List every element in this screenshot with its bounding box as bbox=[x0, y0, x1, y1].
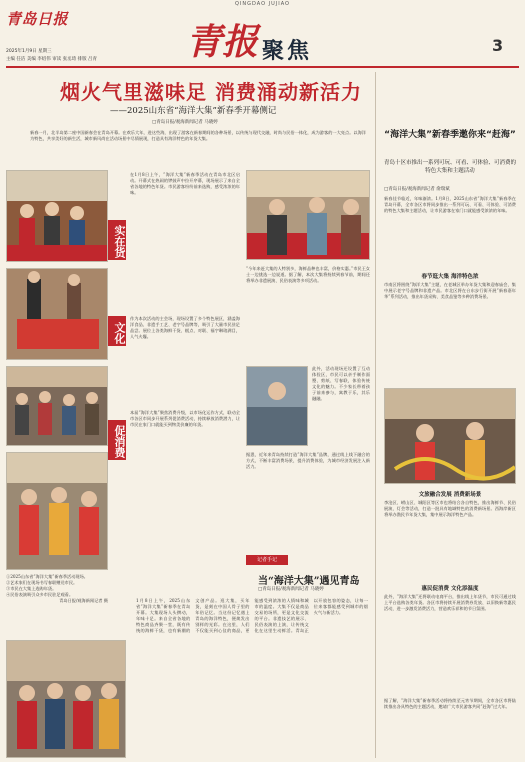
main-body-col4: “今年来赶大集的人特别多，海鲜品种也丰富，价格实惠。”市民王女士一边挑选一边说道。据了解，本次大集将持续到春节前，期间还将举办非遗展演、民俗表演等多项活动。 bbox=[246, 266, 370, 283]
header-divider bbox=[6, 66, 519, 68]
right-column-headline: “海洋大集”新春季邀你来“赶海” bbox=[384, 130, 516, 140]
photo-dragon-dance bbox=[384, 388, 516, 484]
tag-wenhua: 文化 bbox=[108, 316, 126, 346]
photo-opening-ceremony bbox=[6, 170, 108, 262]
tag-shizaihuo: 实在货 bbox=[108, 220, 126, 260]
photo-captions bbox=[6, 574, 108, 634]
caption-2: ②艺术家们在现场书写春联赠送市民。 bbox=[6, 580, 78, 585]
side-article-headline: 当“海洋大集”遇见青岛 bbox=[258, 576, 360, 587]
main-body-col6: 据悉，近年来青岛持续打造“海洋大集”品牌，通过线上线下融合的方式，不断丰富消费场景，提升消费体验，为城市经济发展注入新活力。 bbox=[246, 452, 370, 469]
main-byline: □青岛日报/观海新闻记者 马晓婷 bbox=[152, 120, 218, 125]
side-article-byline: □青岛日报/观海新闻记者 马晓婷 bbox=[258, 587, 324, 592]
tag-cuxiaofei: 促消费 bbox=[108, 420, 126, 460]
section-title: 聚焦 bbox=[262, 39, 313, 64]
main-body-col5: 此外，活动现场还设置了互动体验区，市民可以亲手制作面塑、剪纸、写春联，体验传统文化的魅力。不少家长带着孩子前来参与，寓教于乐，其乐融融。 bbox=[312, 366, 370, 401]
right-column-body-1: 新春佳节临近，年味渐浓。1月8日，2025山东省“海洋大集”新春季在青岛开幕，全市各区市将同步推出一系列可玩、可看、可体验、可消费的特色大集和主题活动，让市民游客在家门口就能感受浓浓的年味。 bbox=[384, 196, 516, 213]
right-column-section-3: 惠民促消费 文化添温度 bbox=[421, 586, 479, 592]
right-column-body-3: 李沧区、崂山区、城阳区等区市也将结合各自特色，推出海鲜节、民俗展演、灯会等活动，打造一批具有地域特色的消费新场景。西海岸新区将举办渔民节年货大集，集中展示海洋特色产品。 bbox=[384, 500, 516, 517]
page-number: 3 bbox=[492, 36, 504, 55]
right-column-body-5: 据了解，“海洋大集”新春季活动将持续至元宵节期间，全市各区市将陆续推出各具特色的主题活动，邀请广大市民游客共同“赶海”过大年。 bbox=[384, 698, 516, 709]
photo-market-crowd bbox=[6, 366, 108, 446]
side-article-tag: 记者手记 bbox=[246, 555, 288, 565]
date-line: 2025年1月9日 星期三 bbox=[6, 49, 52, 54]
right-column-section-2: 文旅融合发展 消费新场景 bbox=[418, 492, 482, 498]
main-body-col1: 在1月8日上午，“海洋大集”新春季活动在青岛市北区启动。开幕式在热闹的锣鼓声中拉开序幕，现场展示了来自全省各地的特色年货。市民游客纷纷前来选购，感受浓浓的年味。 bbox=[130, 172, 240, 195]
right-column-body-2: 市南区将围绕“海洋大集”主题，在老城区举办年货大集和迎春庙会，集中展示老字号品牌和非遗产品。市北区将在台东步行街开展“新春嘉年华”系列活动，推出年货采购、美食品鉴等多种消费场景。 bbox=[384, 282, 516, 299]
caption-1: ①2025山东省“海洋大集”新春季活动现场。 bbox=[6, 574, 88, 579]
right-column-body-4: 此外，“海洋大集”还将联动电商平台，推出线上年货节，市民可通过线上平台选购各类年货。各区市将持续开展消费券发放、以旧换新等惠民活动，进一步激发消费活力，营造欢乐祥和的节日氛围。 bbox=[384, 594, 516, 611]
photo-calligraphy bbox=[6, 268, 108, 360]
right-column-byline: □青岛日报/观海新闻记者 俞瑞斌 bbox=[384, 187, 450, 192]
right-column-section-1: 春节逛大集 海洋特色浓 bbox=[421, 274, 479, 280]
top-center-label: QINGDAO JUJIAO bbox=[235, 1, 290, 7]
photo-folk-performance bbox=[6, 452, 108, 570]
photo-seafood-stall bbox=[246, 366, 308, 446]
main-lead: 新春一月，北半岛第二座中国新春会在青岛开幕。在欢乐大年，进这些海，出现了游客在新春期间的各种场景，以传统与现代交融，时尚与民俗一体化，成为游客的一大亮点。以海洋为特色，共享美好的新生活，城市新风尚在活动场景中尽情展现，打造具有海洋特色的年货大集。 bbox=[30, 130, 366, 141]
main-subheadline: ——2025山东省“海洋大集”新春季开幕侧记 bbox=[110, 106, 277, 116]
main-headline: 烟火气里滋味足 消费涌动新活力 bbox=[60, 80, 362, 104]
side-article-body: 1月8日上午，2025山东省“海洋大集”新春季在青岛开幕。大集现场人头攒动，年味十足。来自全省各地的特色商品齐聚一堂，既有传统的海鲜干货，也有新潮的文创产品。逛大集，买年货，是刻在中国人骨子里的年俗记忆。当这份记忆遇上青岛的海洋特色，便焕发出别样的光彩。在这里，人们不仅能买到心仪的商品，更能感受到浓浓的人情味和城市的温度。大集不仅是商品交易的场所，更是文化交流的平台。非遗技艺的展示、民俗表演的上演，让传统文化在这里生动鲜活。青岛正以开放包容的姿态，让每一位来客都能感受到城市的烟火气与新活力。 bbox=[136, 598, 368, 633]
section-script-title: 青报 bbox=[186, 21, 259, 63]
right-column-subheadline: 青岛十区市推出一系列可玩、可看、可体验、可消费的特色大集和主题活动 bbox=[384, 160, 517, 174]
caption-credit: 青岛日报/观海新闻记者 摄 bbox=[59, 598, 108, 603]
caption-3: ③市民在大集上选购年货。 bbox=[6, 586, 57, 591]
photo-performers-group bbox=[6, 640, 126, 758]
editors-line: 主编 任洁 美编 李绍伟 审读 张丞琦 排版 吕青 bbox=[6, 57, 98, 62]
newspaper-logo: 青岛日报 bbox=[6, 10, 69, 28]
photo-shoppers bbox=[246, 170, 370, 260]
main-body-col2: 作为本次活动的主会场，现场设置了多个特色展区，涵盖海洋食品、非遗手工艺、老字号品牌等，吸引了大量市民驻足品尝。展位上各类海鲜干货、糕点、对联、福字琳琅满目，人气火爆。 bbox=[130, 316, 240, 339]
caption-4: ④民俗表演吸引众多市民驻足观看。 bbox=[6, 592, 74, 597]
main-body-col3: 本届“海洋大集”聚焦消费升级，以市场化运作方式，联动全市各区市同步开展系列促消费活动，持续释放消费潜力，让市民在家门口就能买到物美价廉的年货。 bbox=[130, 410, 240, 427]
right-column-divider bbox=[375, 72, 376, 758]
